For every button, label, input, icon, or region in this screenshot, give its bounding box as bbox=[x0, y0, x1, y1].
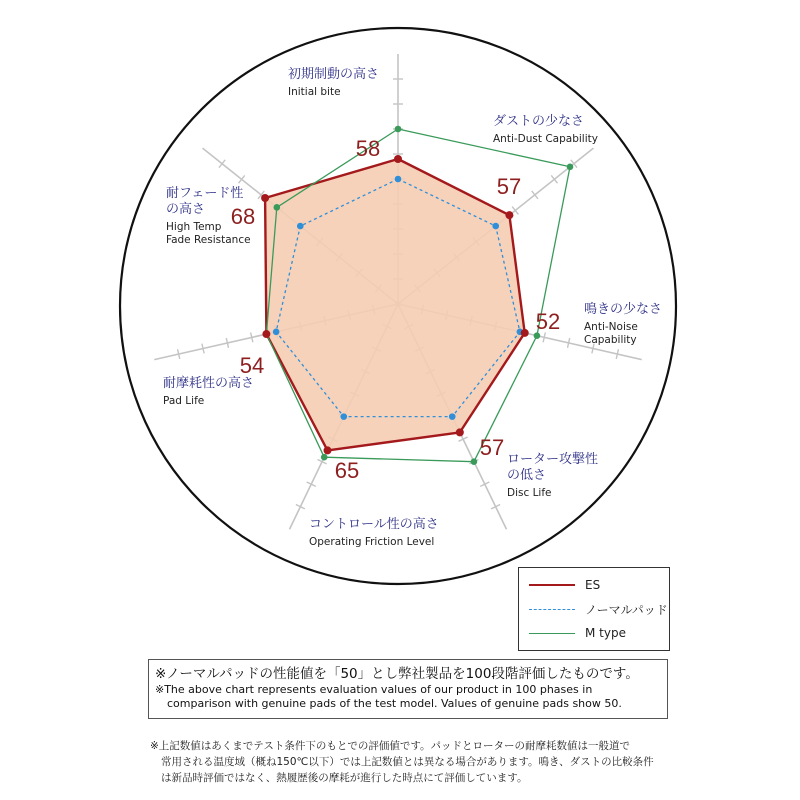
axis-label-en-5-0: Pad Life bbox=[163, 395, 205, 407]
series-point-0-5 bbox=[262, 330, 270, 338]
footnote-line3: は新品時評価ではなく、熱履歴後の摩耗が進行した時点にて評価しています。 bbox=[161, 772, 528, 784]
data-label-5: 54 bbox=[239, 353, 265, 378]
axis-label-jp-1-0: ダストの少なさ bbox=[493, 114, 585, 129]
series-point-0-6 bbox=[261, 194, 269, 202]
radar-series bbox=[261, 126, 573, 465]
data-label-2: 52 bbox=[535, 309, 561, 334]
legend-label-m-type: M type bbox=[585, 626, 626, 640]
data-label-4: 65 bbox=[334, 458, 360, 483]
axis-label-en-2-0: Anti-Noise bbox=[584, 321, 638, 333]
series-point-2-3 bbox=[471, 458, 478, 465]
series-point-0-2 bbox=[521, 329, 529, 337]
series-point-0-4 bbox=[323, 446, 331, 454]
series-point-0-3 bbox=[456, 428, 464, 436]
axis-label-jp-2-0: 鳴きの少なさ bbox=[584, 302, 663, 317]
series-point-2-0 bbox=[395, 126, 402, 133]
legend-swatch-es bbox=[529, 584, 575, 586]
axis-label-en-1-0: Anti-Dust Capability bbox=[493, 133, 598, 145]
axis-label-jp-6-1: の高さ bbox=[166, 202, 206, 217]
axis-label-jp-3-1: の低さ bbox=[507, 468, 547, 483]
axis-label-jp-5-0: 耐摩耗性の高さ bbox=[163, 376, 255, 391]
axis-label-en-6-0: High Temp bbox=[166, 221, 222, 233]
legend-item-normal-pad bbox=[529, 600, 668, 618]
legend-swatch-m-type bbox=[529, 633, 575, 634]
axis-label-jp-4-0: コントロール性の高さ bbox=[309, 517, 439, 532]
data-label-3: 57 bbox=[479, 435, 505, 460]
series-line-0 bbox=[265, 159, 525, 450]
legend-swatch-normal-pad bbox=[529, 609, 575, 610]
series-point-2-4 bbox=[321, 454, 328, 461]
axis-label-jp-6-0: 耐フェード性 bbox=[166, 186, 244, 201]
series-point-1-1 bbox=[492, 223, 499, 230]
series-point-2-6 bbox=[274, 204, 281, 211]
axis-label-en-3-0: Disc Life bbox=[507, 487, 552, 499]
footnote-line2: 常用される温度域（概ね150℃以下）では上記数値とは異なる場合があります。鳴き、ダストの比較条件 bbox=[161, 756, 654, 768]
note-english-line1: ※The above chart represents evaluation values of our product in 100 phases in bbox=[155, 683, 593, 696]
chart-legend bbox=[518, 567, 670, 651]
note-japanese: ※ノーマルパッドの性能値を「50」とし弊社製品を100段階評価したものです。 bbox=[155, 666, 639, 682]
series-point-1-5 bbox=[273, 329, 280, 336]
legend-label-es: ES bbox=[585, 578, 601, 592]
data-label-6: 68 bbox=[230, 204, 256, 229]
axis-label-en-2-1: Capability bbox=[584, 334, 637, 346]
legend-item-es bbox=[529, 576, 600, 594]
series-point-0-1 bbox=[505, 211, 513, 219]
footnote-line1: ※上記数値はあくまでテスト条件下のもとでの評価値です。パッドとローターの耐摩耗数値は一般道で bbox=[150, 740, 631, 752]
legend-item-m-type bbox=[529, 624, 626, 642]
note-english-line2: comparison with genuine pads of the test model. Values of genuine pads show 50. bbox=[167, 697, 622, 710]
series-point-1-0 bbox=[395, 176, 402, 183]
evaluation-note-box bbox=[148, 659, 668, 719]
footnote bbox=[150, 738, 680, 786]
axis-label-en-6-1: Fade Resistance bbox=[166, 234, 251, 246]
series-point-1-4 bbox=[340, 413, 347, 420]
legend-label-normal-pad: ノーマルパッド bbox=[585, 602, 668, 617]
axis-label-jp-0-0: 初期制動の高さ bbox=[288, 67, 380, 82]
axis-label-en-4-0: Operating Friction Level bbox=[309, 536, 435, 548]
series-point-2-1 bbox=[567, 164, 574, 171]
axis-label-en-0-0: Initial bite bbox=[288, 86, 341, 98]
data-label-1: 57 bbox=[496, 174, 522, 199]
axis-label-jp-3-0: ローター攻撃性 bbox=[507, 452, 599, 467]
data-label-0: 58 bbox=[355, 136, 381, 161]
series-point-1-3 bbox=[449, 413, 456, 420]
series-point-1-6 bbox=[297, 223, 304, 230]
series-point-0-0 bbox=[394, 155, 402, 163]
